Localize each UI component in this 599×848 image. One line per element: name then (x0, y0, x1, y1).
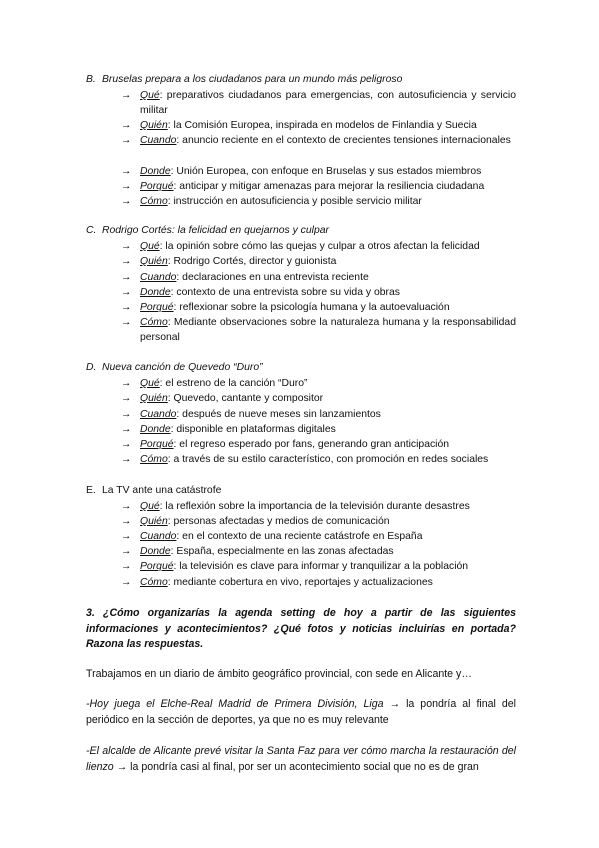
list-item: → Quién: Rodrigo Cortés, director y guionista (121, 256, 337, 267)
arrow-right-icon: → (121, 135, 132, 146)
arrow-right-icon: → (121, 120, 132, 131)
list-item: → Porqué: reflexionar sobre la psicología humana y la autoevaluación (121, 302, 450, 313)
list-item: → Cuando: anuncio reciente en el contexto de crecientes tensiones internacionales (121, 135, 511, 146)
list-item: → Donde: disponible en plataformas digitales (121, 424, 336, 435)
section-e-title: E. La TV ante una catástrofe (86, 485, 222, 496)
arrow-right-icon: → (121, 287, 132, 298)
arrow-right-icon: → (121, 272, 132, 283)
list-item: → Cómo: a través de su estilo característico, con promoción en redes sociales (121, 454, 489, 465)
arrow-right-icon: → (121, 501, 132, 512)
list-item: → Porqué: la televisión es clave para informar y tranquilizar a la población (121, 561, 469, 572)
arrow-right-icon: → (121, 378, 132, 389)
arrow-right-icon: → (121, 302, 132, 313)
arrow-right-icon: → (121, 409, 132, 420)
list-item: → Quién: Quevedo, cantante y compositor (121, 393, 324, 404)
list-item: → Porqué: anticipar y mitigar amenazas para mejorar la resiliencia ciudadana (121, 181, 485, 192)
list-item: → Cómo: Mediante observaciones sobre la naturaleza humana y la responsabilidad personal (121, 317, 516, 343)
arrow-right-icon: → (121, 454, 132, 465)
arrow-right-icon: → (121, 256, 132, 267)
arrow-right-icon: → (121, 546, 132, 557)
list-item: → Cuando: declaraciones en una entrevista reciente (121, 272, 369, 283)
list-item: → Cómo: mediante cobertura en vivo, reportajes y actualizaciones (121, 577, 433, 588)
list-item: → Cuando: después de nueve meses sin lanzamientos (121, 409, 381, 420)
list-item: → Qué: la reflexión sobre la importancia de la televisión durante desastres (121, 501, 470, 512)
list-item: → Quién: la Comisión Europea, inspirada en modelos de Finlandia y Suecia (121, 120, 477, 131)
arrow-right-icon: → (121, 90, 132, 101)
list-item: → Qué: preparativos ciudadanos para emergencias, con autosuficiencia y servicio militar (121, 90, 516, 116)
arrow-right-icon: → (121, 181, 132, 192)
arrow-right-icon: → (121, 516, 132, 527)
list-item: → Qué: el estreno de la canción “Duro” (121, 378, 308, 389)
list-item: → Quién: personas afectadas y medios de comunicación (121, 516, 390, 527)
section-c-title: C. Rodrigo Cortés: la felicidad en quejarnos y culpar (86, 225, 329, 236)
section-b-title: B. Bruselas prepara a los ciudadanos para un mundo más peligroso (86, 74, 403, 85)
arrow-right-icon: → (121, 439, 132, 450)
question-3: 3. ¿Cómo organizarías la agenda setting de hoy a partir de las siguientes informaciones y acontecimientos? ¿Qué fotos y noticias incluirías en portada? Razona las respuestas. (86, 607, 516, 650)
list-item: → Donde: España, especialmente en las zonas afectadas (121, 546, 394, 557)
arrow-right-icon: → (121, 317, 132, 328)
list-item: → Donde: contexto de una entrevista sobre su vida y obras (121, 287, 400, 298)
arrow-right-icon: → (121, 241, 132, 252)
arrow-right-icon: → (121, 577, 132, 588)
answer-paragraph: -Hoy juega el Elche-Real Madrid de Primera División, Liga → la pondría al final del periódico en la sección de deportes, ya que no es muy relevante (86, 698, 516, 726)
section-d-title: D. Nueva canción de Quevedo “Duro” (86, 362, 263, 373)
arrow-right-icon: → (121, 561, 132, 572)
intro-paragraph: Trabajamos en un diario de ámbito geográfico provincial, con sede en Alicante y… (86, 668, 472, 680)
arrow-right-icon: → (116, 760, 128, 773)
arrow-right-icon: → (389, 698, 401, 710)
list-item: → Cómo: instrucción en autosuficiencia y posible servicio militar (121, 196, 422, 207)
arrow-right-icon: → (121, 393, 132, 404)
list-item: → Donde: Unión Europea, con enfoque en Bruselas y sus estados miembros (121, 166, 482, 177)
arrow-right-icon: → (121, 196, 132, 207)
arrow-right-icon: → (121, 531, 132, 542)
arrow-right-icon: → (121, 166, 132, 177)
list-item: → Cuando: en el contexto de una reciente catástrofe en España (121, 531, 423, 542)
answer-paragraph: -El alcalde de Alicante prevé visitar la Santa Faz para ver cómo marcha la restauración del lienzo → la pondría casi al final, por ser un acontecimiento social que no es de gran (86, 745, 516, 773)
list-item: → Qué: la opinión sobre cómo las quejas y culpar a otros afectan la felicidad (121, 241, 480, 252)
list-item: → Porqué: el regreso esperado por fans, generando gran anticipación (121, 439, 450, 450)
arrow-right-icon: → (121, 424, 132, 435)
